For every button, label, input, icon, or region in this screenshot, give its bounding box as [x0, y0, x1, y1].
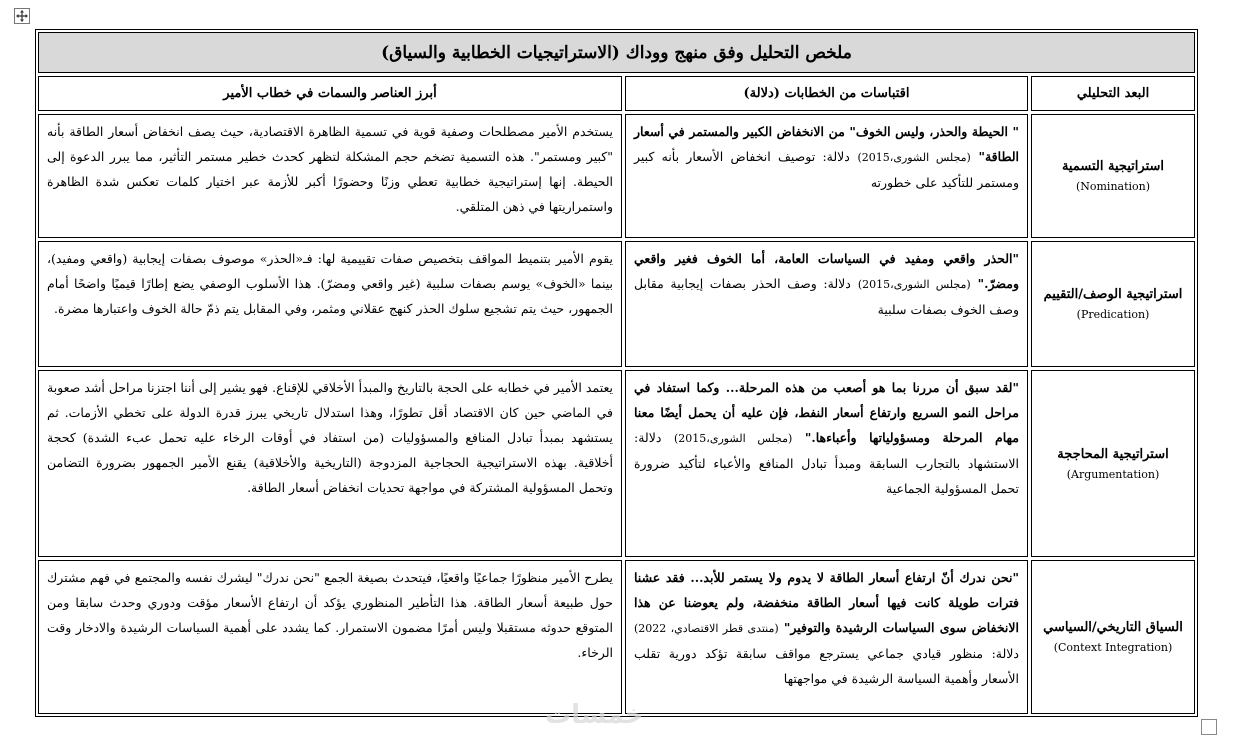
row-2-features: يقوم الأمير بتنميط المواقف بتخصيص صفات تقييمية لها: فـ«الحذر» موصوف بصفات إيجابية (واقعي ومفيد)، بينما «الخوف» يوسم بصفات سلبية (غير واقعي ومضرّ). هذا الأسلوب الوصفي يضع إطارًا قيميًا واضحًا أمام الجمهور، حيث يتم تشجيع سلوك الحذر كنهج عقلاني ومثمر، وفي المقابل يتم ذمّ حالة الخوف واعتبارها مضرة. [38, 241, 622, 367]
dimension-english: (Nomination) [1075, 180, 1151, 193]
table-move-handle-icon[interactable] [14, 8, 30, 24]
row-4-features: يطرح الأمير منظورًا جماعيًا واقعيًا، فيتحدث بصيغة الجمع "نحن ندرك" ليشرك نفسه والمجتمع في فهم مشترك حول طبيعة أسعار الطاقة. هذا التأطير المنظوري يؤكد أن ارتفاع الأسعار مؤقت ودوري وحدث سابقا ومن المتوقع حدوثه مستقبلا وليس أمرًا مضمون الاستمرار. كما يشدد على أهمية السياسات الرشيدة والادخار وقت الرخاء. [38, 560, 622, 714]
quote-text: "نحن ندرك أنّ ارتفاع أسعار الطاقة لا يدوم ولا يستمر للأبد... فقد عشنا فترات طويلة كانت فيها أسعار الطاقة منخفضة، ولم يعوضنا عن هذا الانخفاض سوى السياسات الرشيدة والتوفير" [634, 570, 1019, 635]
quote-significance: دلالة: منظور قيادي جماعي يسترجع مواقف سابقة تؤكد دورية تقلب الأسعار وأهمية السياسة الرشيدة في مواجهتها [634, 646, 1019, 686]
row-1-quote [625, 114, 1028, 238]
row-2-dimension [1031, 241, 1195, 367]
header-dimension: البعد التحليلي [1031, 76, 1195, 111]
header-features: أبرز العناصر والسمات في خطاب الأمير [38, 76, 622, 111]
dimension-arabic: السياق التاريخي/السياسي [1043, 620, 1183, 635]
table-resize-handle-icon[interactable] [1201, 719, 1217, 735]
row-3-features: يعتمد الأمير في خطابه على الحجة بالتاريخ والمبدأ الأخلاقي للإقناع. فهو يشير إلى أننا اجتزنا مراحل أشد صعوبة في الماضي حين كان الاقتصاد أقل تطورًا، وهذا استدلال تاريخي يبرز قدرة الدولة على تخطي الأزمات. ثم يستشهد بمبدأ تبادل المنافع والمسؤوليات (من استفاد في أوقات الرخاء عليه تحمل عبء الشدة) كحجة أخلاقية. بهذه الاستراتيجية الحجاجية المزدوجة (التاريخية والأخلاقية) يقنع الأمير الجمهور بضرورة التضامن وتحمل المسؤولية المشتركة في مواجهة تحديات انخفاض أسعار الطاقة. [38, 370, 622, 557]
dimension-arabic: استراتيجية المحاججة [1057, 446, 1169, 462]
header-quotes: اقتباسات من الخطابات (دلالة) [625, 76, 1028, 111]
quote-significance: دلالة: الاستشهاد بالتجارب السابقة ومبدأ تبادل المنافع والأعباء لتأكيد ضرورة تحمل المسؤولية الجماعية [634, 430, 1019, 496]
dimension-english: (Argumentation) [1066, 467, 1160, 481]
dimension-english: (Context Integration) [1053, 641, 1173, 654]
quote-text: "لقد سبق أن مررنا بما هو أصعب من هذه المرحلة... وكما استفاد في مراحل النمو السريع وارتفاع أسعار النفط، فإن عليه أن يحمل أيضًا معنا مهام المرحلة ومسؤولياتها وأعباءها." [634, 380, 1020, 445]
quote-citation: (مجلس الشورى،2015) [857, 151, 971, 164]
row-3-quote [625, 370, 1028, 557]
dimension-arabic: استراتيجية الوصف/التقييم [1043, 287, 1183, 302]
row-3-dimension [1031, 370, 1195, 557]
row-2-quote [625, 241, 1028, 367]
dimension-english: (Predication) [1076, 308, 1150, 321]
quote-text: " الحيطة والحذر، وليس الخوف" من الانخفاض الكبير والمستمر في أسعار الطاقة" [634, 124, 1020, 164]
row-1-features: يستخدم الأمير مصطلحات وصفية قوية في تسمية الظاهرة الاقتصادية، حيث يصف انخفاض أسعار الطاقة بأنه "كبير ومستمر". هذه التسمية تضخم حجم المشكلة لتظهر كحدث خطير مستمر التأثير، مما يبرر الدعوة إلى الحيطة. إنها إستراتيجية خطابية تعطي وزنًا وحضورًا أكبر للأزمة عبر اختيار كلمات تعكس شدة الظاهرة واستمراريتها في ذهن المتلقي. [38, 114, 622, 238]
quote-citation: (منتدى قطر الاقتصادي، 2022) [634, 622, 779, 635]
quote-citation: (مجلس الشورى،2015) [857, 278, 971, 291]
watermark-logo: خمسات [545, 700, 644, 730]
dimension-arabic: استراتيجية التسمية [1061, 159, 1165, 174]
table-title: ملخص التحليل وفق منهج ووداك (الاستراتيجيات الخطابية والسياق) [38, 32, 1195, 73]
quote-significance: دلالة: توصيف انخفاض الأسعار بأنه كبير ومستمر للتأكيد على خطورته [634, 149, 1019, 190]
row-4-dimension [1031, 560, 1195, 714]
row-4-quote [625, 560, 1028, 714]
quote-significance: دلالة: وصف الحذر بصفات إيجابية مقابل وصف الخوف بصفات سلبية [634, 276, 1019, 317]
quote-text: "الحذر واقعي ومفيد في السياسات العامة، أما الخوف فغير واقعي ومضرّ." [634, 251, 1020, 291]
quote-citation: (مجلس الشورى،2015) [673, 432, 793, 445]
row-1-dimension [1031, 114, 1195, 238]
